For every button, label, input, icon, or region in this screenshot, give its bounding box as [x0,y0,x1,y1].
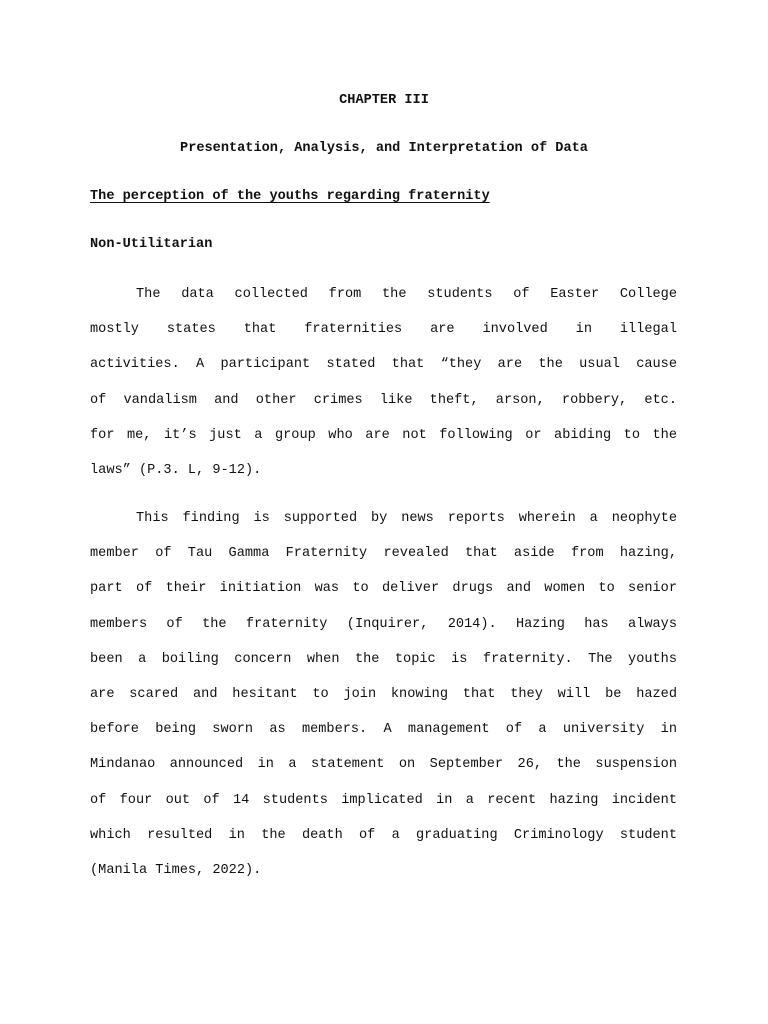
paragraph-line: activities. A participant stated that “they are the usual cause [90,357,677,373]
paragraph-line: part of their initiation was to deliver drugs and women to senior [90,581,677,597]
paragraph-line: which resulted in the death of a graduating Criminology student [90,827,677,843]
section-heading: The perception of the youths regarding fraternity [90,189,490,204]
paragraph-line: mostly states that fraternities are involved in illegal [90,322,677,338]
paragraph-line: members of the fraternity (Inquirer, 2014). Hazing has always [90,616,677,632]
paragraph-2 [90,509,677,896]
paragraph-line: (Manila Times, 2022). [90,862,262,878]
paragraph-line: are scared and hesitant to join knowing that they will be hazed [90,686,677,702]
paragraph-1 [90,285,677,496]
paragraph-line: laws” (P.3. L, 9-12). [90,462,262,478]
chapter-number: CHAPTER III [339,93,429,108]
paragraph-line: member of Tau Gamma Fraternity revealed that aside from hazing, [90,546,677,562]
paragraph-line: been a boiling concern when the topic is fraternity. The youths [90,651,677,667]
paragraph-line: This finding is supported by news reports wherein a neophyte [136,511,677,526]
chapter-title: Presentation, Analysis, and Interpretation of Data [180,141,588,156]
paragraph-line: for me, it’s just a group who are not following or abiding to the [90,427,677,443]
paragraph-line: before being sworn as members. A management of a university in [90,722,677,738]
paragraph-line: of vandalism and other crimes like theft, arson, robbery, etc. [90,392,677,408]
paragraph-line: of four out of 14 students implicated in a recent hazing incident [90,792,677,808]
subheading: Non-Utilitarian [90,237,213,252]
paragraph-line: The data collected from the students of Easter College [136,287,677,302]
paragraph-line: Mindanao announced in a statement on September 26, the suspension [90,757,677,773]
